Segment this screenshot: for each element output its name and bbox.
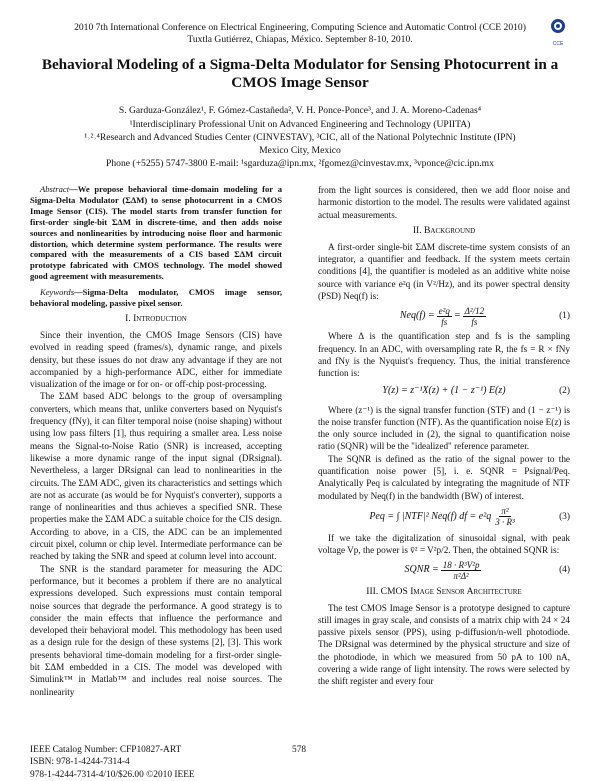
equation-4 xyxy=(318,557,570,585)
keywords-text: —Sigma-Delta modulator, CMOS image sensor, behavioral modeling, passive pixel sensor. xyxy=(30,287,282,309)
keywords xyxy=(30,287,282,309)
right-column xyxy=(318,184,570,688)
eq3-lhs: Peq = ∫ |NTF|² Neq(f) df = e²q xyxy=(369,510,492,522)
title-line-1: Behavioral Modeling of a Sigma-Delta Modulator for Sensing Photocurrent in a xyxy=(41,56,559,73)
intro-paragraph-3: The SNR is the standard parameter for measuring the ADC performance, but it becomes a problem if there are no analytical expressions developed. Such expressions must contain temporal noise sources that degrade the performance. A good strategy is to consider the main effects that influence the performance and developed their behavioral model. This methodology has been used as a design rule for the design of these systems [2], [3]. This work presents behavioral time-domain modeling for a first-order single-bit ΣΔM embedded in a CIS. The model was developed with Simulink™ in Matlab™ and includes real noise sources. The nonlinearity xyxy=(30,563,282,697)
intro-paragraph-1: Since their invention, the CMOS Image Sensors (CIS) have evolved in reading speed (frames/s), dynamic range, and pixels density, but these issues do not draw any advantage if they are not accompanied by a high-performance ADC, either for immediate visualization of the image or for on- or off-chip post-processing. xyxy=(30,329,282,390)
eq3-fraction: $\frac{\text{π²}}{\text{3 · R³}}$ xyxy=(495,506,515,528)
eq1-equals: = xyxy=(453,310,461,322)
background-paragraph-1: A first-order single-bit ΣΔM discrete-time system consists of an integrator, a quantifier and feedback. If the system meets certain conditions [4], the quantifier is modeled as an additive white noise source with variance e²q (in V²/Hz), and its power spectral density (PSD) Neq(f) is: xyxy=(318,241,570,302)
section-heading-architecture: III. CMOS Image Sensor Architecture xyxy=(366,585,522,597)
background-paragraph-4: The SQNR is defined as the ratio of the signal power to the quantification noise power [5], i. e. SQNR = Psignal/Peq. Analytically Peq is calculated by integrating the magnitude of NTF modulated by Neq(f) in the bandwidth (BW) of interest. xyxy=(318,453,570,501)
eq4-fraction: $\frac{\text{18 · R³V²p}}{\text{π²Δ²}}$ xyxy=(442,560,480,582)
contact-line: Phone (+5255) 5747-3800 E-mail: ¹sgarduza@ipn.mx, ²fgomez@cinvestav.mx, ³vponce@cic.ipn.mx xyxy=(106,158,494,169)
eq2-number: (2) xyxy=(559,386,570,397)
eq2-body: Y(z) = z⁻¹X(z) + (1 − z⁻¹) E(z) xyxy=(382,385,506,397)
eq3-number: (3) xyxy=(559,511,570,522)
conference-logo xyxy=(548,18,568,47)
left-column xyxy=(30,184,282,698)
eq1-number: (1) xyxy=(559,311,570,322)
authors: S. Garduza-González¹, F. Gómez-Castañeda², V. H. Ponce-Ponce³, and J. A. Moreno-Cadenas⁴ xyxy=(118,105,482,116)
copyright: 978-1-4244-7314-4/10/$26.00 ©2010 IEEE xyxy=(30,769,195,780)
paper-title xyxy=(40,56,560,92)
eq4-number: (4) xyxy=(559,565,570,576)
abstract xyxy=(30,184,282,282)
background-paragraph-5: If we take the digitalization of sinusoidal signal, with peak voltage Vp, the power is v̄² = V²p/2. Then, the obtained SQNR is: xyxy=(318,532,570,556)
affiliation-1: ¹Interdisciplinary Professional Unit on Advanced Engineering and Technology (UPIITA) xyxy=(129,119,471,130)
abstract-text: —We propose behavioral time-domain modeling for a Sigma-Delta Modulator (ΣΔM) to sense photocurrent in a CMOS Image Sensor (CIS). The model starts from transfer function for first-order single-bit ΣΔM in discrete-time, and then adds noise sources and nonlinearities by introducing noise floor and harmonic distortion, which determine system performance. The results were compared with the measurements of a CIS based ΣΔM circuit prototype fabricated with CMOS technology. The model showed good agreement with measurements. xyxy=(30,184,282,282)
eq1-fraction-1: $\frac{\text{e²q}}{fs}$ xyxy=(438,305,450,327)
abstract-label: Abstract xyxy=(40,184,70,194)
equation-3 xyxy=(318,502,570,532)
section-heading-background: II. Background xyxy=(412,224,476,236)
equation-2 xyxy=(318,380,570,404)
conference-location: Tuxtla Gutiérrez, Chiapas, México. September 8-10, 2010. xyxy=(187,34,413,45)
conference-header: 2010 7th International Conference on Electrical Engineering, Computing Science and Automatic Control (CCE 2010) xyxy=(74,22,526,33)
section-heading-introduction: I. Introduction xyxy=(125,312,187,324)
right-paragraph-0: from the light sources is considered, then we add floor noise and harmonic distortion to the model. The results were validated against actual measurements. xyxy=(318,185,570,220)
logo-text: CCE xyxy=(552,41,564,47)
background-paragraph-2: Where Δ is the quantification step and fs is the sampling frequency. In an ADC, with oversampling rate R, the fs = R × fNy and fNy is the Nyquist's frequency. Thus, the initial transference function is: xyxy=(318,331,570,379)
affiliation-3: Mexico City, Mexico xyxy=(259,145,341,156)
eq1-fraction-2: $\frac{\text{Δ²/12}}{fs}$ xyxy=(464,305,485,327)
page-number: 578 xyxy=(292,745,307,755)
affiliation-2: ¹˒²˒⁴Research and Advanced Studies Center (CINVESTAV), ³CIC, all of the National Polytechnic Institute (IPN) xyxy=(84,132,516,143)
equation-1 xyxy=(318,302,570,330)
catalog-number: IEEE Catalog Number: CFP10827-ART xyxy=(30,745,182,755)
intro-paragraph-2: The ΣΔM based ADC belongs to the group of oversampling converters, which means that, unlike converters based on Nyquist's frequency (fNy), it can filter temporal noise (noise shaping) without using low pass filters [1], thus requiring a smaller area. Less noise means the Signal-to-Noise Ratio (SNR) is increased, accepting likewise a more dynamic range of the input signal (DRsignal). Nevertheless, a larger DRsignal can lead to nonlinearities in the circuits. The ΣΔM ADC, given its characteristics and settings which are not as accurate (as would be for Nyquist's converter), supports a range of nonlinearities and thus achieves a specified SNR. These properties make the ΣΔM ADC a suitable choice for the CIS design. According to above, in a CIS, the ADC can be an implemented circuit pixel, column or chip level. Intermediate performance can be reached by taking the SNR and speed at column level into account. xyxy=(30,391,282,562)
eq4-lhs: SQNR = xyxy=(404,564,439,576)
architecture-paragraph-1: The test CMOS Image Sensor is a prototype designed to capture still images in gray scale, and consists of a matrix chip with 24 × 24 passive pixels sensor (PPS), using p-diffusion/n-well photodiode. The DRsignal was determined by the physical structure and size of the photodiode, in which we measured from 50 pA to 100 nA, covering a wide range of light intensity. The rows were selected by the shift register and every four xyxy=(318,602,570,687)
background-paragraph-3: Where (z⁻¹) is the signal transfer function (STF) and (1 − z⁻¹) is the noise transfer function (NTF). As the quantification noise E(z) is the only source included in (2), the signal to quantification noise ratio (SQNR) will be the "idealized" reference parameter. xyxy=(318,404,570,452)
keywords-label: Keywords xyxy=(40,287,75,298)
footer-info xyxy=(30,744,195,781)
eq1-lhs: Neq(f) = xyxy=(399,310,435,322)
isbn: ISBN: 978-1-4244-7314-4 xyxy=(30,757,130,768)
title-line-2: CMOS Image Sensor xyxy=(231,74,369,91)
